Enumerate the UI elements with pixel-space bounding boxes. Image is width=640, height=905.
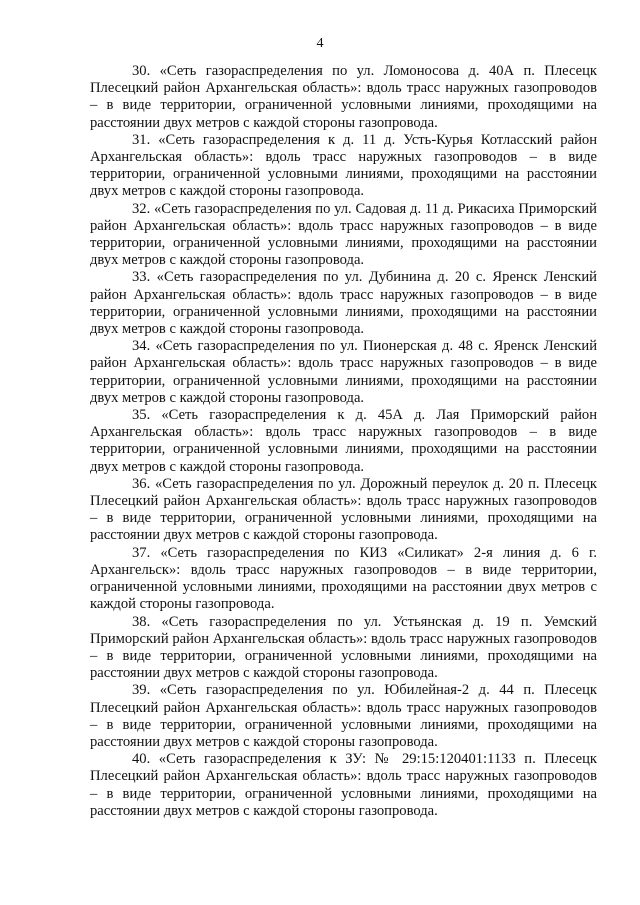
list-item: 35. «Сеть газораспределения к д. 45А д. Лая Приморский район Архангельская область»: вдоль трасс наружных газопроводов – в виде территории, ограниченной условными линиями, проходящими на расстоянии двух метров с каждой стороны газопровода.: [90, 407, 597, 475]
list-item: 30. «Сеть газораспределения по ул. Ломоносова д. 40А п. Плесецк Плесецкий район Архангельская область»: вдоль трасс наружных газопроводов – в виде территории, ограниченной условными линиями, проходящими на расстоянии двух метров с каждой стороны газопровода.: [90, 63, 597, 131]
list-item: 32. «Сеть газораспределения по ул. Садовая д. 11 д. Рикасиха Приморский район Архангельская область»: вдоль трасс наружных газопроводов – в виде территории, ограниченной условными линиями, проходящими на расстоянии двух метров с каждой стороны газопровода.: [90, 200, 597, 269]
page-number: 4: [316, 36, 324, 51]
list-item: 33. «Сеть газораспределения по ул. Дубинина д. 20 с. Яренск Ленский район Архангельская область»: вдоль трасс наружных газопроводов – в виде территории, ограниченной условными линиями, проходящими на расстоянии двух метров с каждой стороны газопровода.: [90, 269, 597, 338]
list-item: 38. «Сеть газораспределения по ул. Устьянская д. 19 п. Уемский Приморский район Архангельская область»: вдоль трасс наружных газопроводов – в виде территории, ограниченной условными линиями, проходящими на расстоянии двух метров с каждой стороны газопровода.: [90, 613, 597, 682]
list-item: 39. «Сеть газораспределения по ул. Юбилейная-2 д. 44 п. Плесецк Плесецкий район Архангельская область»: вдоль трасс наружных газопроводов – в виде территории, ограниченной условными линиями, проходящими на расстоянии двух метров с каждой стороны газопровода.: [90, 682, 597, 750]
list-item: 37. «Сеть газораспределения по КИЗ «Силикат» 2-я линия д. 6 г. Архангельск»: вдоль трасс наружных газопроводов – в виде территории, ограниченной условными линиями, проходящими на расстоянии двух метров с каждой стороны газопровода.: [90, 544, 597, 613]
list-item: 36. «Сеть газораспределения по ул. Дорожный переулок д. 20 п. Плесецк Плесецкий район Архангельская область»: вдоль трасс наружных газопроводов – в виде территории, ограниченной условными линиями, проходящими на расстоянии двух метров с каждой стороны газопровода.: [90, 475, 597, 544]
list-item: 40. «Сеть газораспределения к ЗУ: № 29:15:120401:1133 п. Плесецк Плесецкий район Архангельская область»: вдоль трасс наружных газопроводов – в виде территории, ограниченной условными линиями, проходящими на расстоянии двух метров с каждой стороны газопровода.: [90, 751, 597, 819]
list-item: 31. «Сеть газораспределения к д. 11 д. Усть-Курья Котласский район Архангельская область»: вдоль трасс наружных газопроводов – в виде территории, ограниченной условными линиями, проходящими на расстоянии двух метров с каждой стороны газопровода.: [90, 131, 597, 200]
list-item: 34. «Сеть газораспределения по ул. Пионерская д. 48 с. Яренск Ленский район Архангельская область»: вдоль трасс наружных газопроводов – в виде территории, ограниченной условными линиями, проходящими на расстоянии двух метров с каждой стороны газопровода.: [90, 338, 597, 406]
document-body: [90, 63, 597, 820]
